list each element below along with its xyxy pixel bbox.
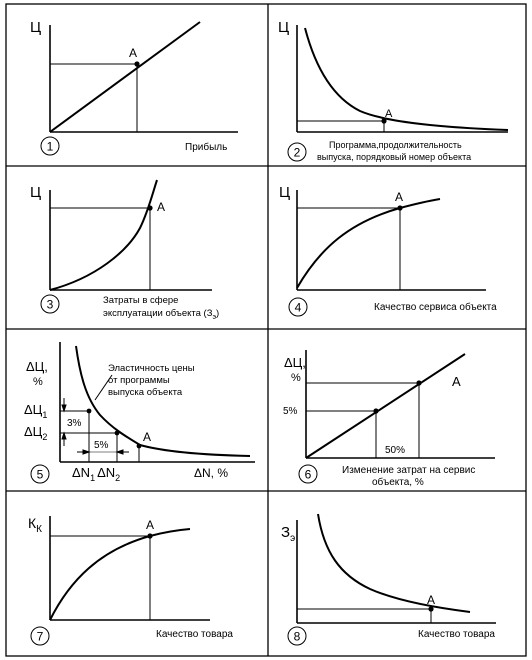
grid-frame [6, 4, 526, 656]
tick-y: 5% [283, 406, 298, 417]
point-dn1 [87, 409, 92, 414]
panel-1 [30, 19, 238, 155]
tick-x: 50% [385, 445, 406, 456]
y-axis-label: Ц [30, 19, 42, 36]
x-axis-label-line-1: Программа,продолжительность [329, 140, 462, 150]
point-label: A [452, 374, 461, 389]
panel-number: 2 [293, 145, 301, 160]
x-axis-label-line-1: Затраты в сфере [103, 295, 179, 306]
axes [50, 25, 238, 132]
point-a [134, 61, 139, 66]
point-a [428, 606, 433, 611]
point-b [416, 380, 421, 385]
y-axis-label-line-1: ΔЦ, [284, 355, 306, 370]
tick-y-1: $\Delta Ц_1$ [24, 402, 48, 420]
curve [50, 22, 200, 132]
panel-7 [28, 515, 233, 645]
y-axis-label: Ц [279, 184, 291, 201]
x-axis-label-line-1: Изменение затрат на сервис [342, 465, 476, 476]
pct-vertical: 3% [67, 418, 82, 429]
point-label: A [129, 46, 138, 60]
y-axis-label: $К_К$ [28, 515, 42, 535]
annotation-line-2: от программы [108, 375, 170, 386]
point-label: A [157, 200, 166, 214]
tick-x: $\Delta N_1$ $\Delta N_2$ [72, 465, 121, 483]
point-a [137, 444, 142, 449]
y-axis-label: Ц [30, 184, 42, 201]
tick-y-2: $\Delta Ц_2$ [24, 424, 48, 442]
curve [318, 514, 470, 612]
panel-2 [278, 19, 508, 162]
panel-number: 5 [36, 467, 44, 482]
y-axis-label-line-2: % [33, 376, 43, 388]
x-axis-label: Качество товара [156, 629, 233, 640]
point-a [147, 533, 152, 538]
guide-lines [297, 208, 400, 290]
guide-lines [50, 536, 150, 620]
panel-number: 3 [46, 297, 54, 312]
x-axis-label: ΔN, % [194, 466, 229, 480]
x-axis-label-line-2: выпуска, порядковый номер объекта [317, 152, 472, 162]
point-dn2 [115, 431, 120, 436]
axes [50, 516, 210, 620]
x-axis-label: Качество сервиса объекта [374, 302, 497, 313]
panel-number: 1 [46, 139, 54, 154]
point-label: A [385, 108, 393, 120]
guide-lines [297, 121, 384, 132]
y-axis-label: $З_э$ [281, 524, 296, 544]
panel-5 [24, 342, 255, 483]
y-axis-label: Ц [278, 19, 290, 36]
pct-horizontal: 5% [94, 440, 109, 451]
guide-lines [50, 208, 150, 290]
panel-number: 7 [36, 629, 44, 644]
panel-number: 6 [304, 467, 312, 482]
axes [297, 25, 508, 132]
annotation-line-1: Эластичность цены [108, 363, 195, 374]
panel-6 [283, 350, 495, 488]
point-label: A [427, 593, 436, 607]
x-axis-label-line-2: объекта, % [372, 477, 424, 488]
point-label: A [143, 430, 152, 444]
panel-3 [30, 180, 219, 321]
panel-number: 8 [293, 629, 301, 644]
point-label: A [146, 518, 155, 532]
x-axis-label: Прибыль [185, 142, 228, 153]
x-axis-label-line-2: эксплуатации объекта $(З_э)$ [103, 308, 220, 321]
axes [297, 520, 496, 623]
point-label: A [395, 190, 404, 204]
x-axis-label: Качество товара [418, 629, 495, 640]
guide-lines [297, 609, 431, 623]
annotation-line-3: выпуска объекта [108, 387, 183, 398]
curve [50, 180, 157, 290]
axes [297, 190, 486, 290]
axes [306, 350, 495, 458]
point-a [147, 205, 152, 210]
panel-number: 4 [294, 300, 302, 315]
y-axis-label-line-2: % [291, 372, 301, 384]
curve [297, 199, 440, 288]
point-5pct [373, 408, 378, 413]
curve [50, 529, 190, 620]
point-a [397, 205, 402, 210]
y-axis-label-line-1: ΔЦ, [26, 359, 48, 374]
curve [306, 354, 465, 458]
curve [305, 28, 508, 130]
panel-8 [281, 514, 496, 645]
panel-4 [279, 184, 497, 316]
